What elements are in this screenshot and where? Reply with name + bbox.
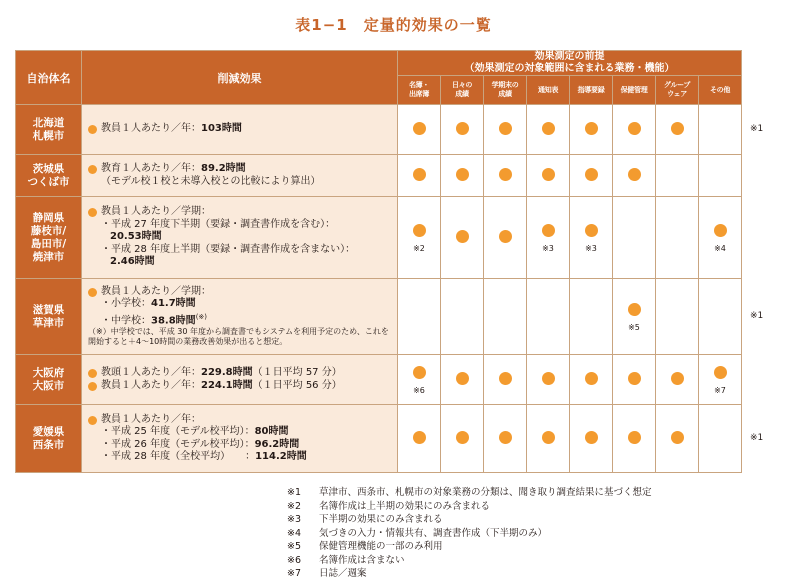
applicable-dot-icon xyxy=(413,224,426,237)
header-column-text: 名簿・ xyxy=(408,81,430,89)
applicable-dot-icon xyxy=(456,168,469,181)
applicable-dot-icon xyxy=(714,224,727,237)
header-column-text: その他 xyxy=(709,85,731,94)
bullet-icon xyxy=(88,382,97,391)
premise-cell xyxy=(398,105,441,155)
header-premise xyxy=(398,51,742,76)
header-column-5 xyxy=(613,76,656,105)
table-row xyxy=(16,197,742,279)
header-column-text: ウェア xyxy=(667,90,687,98)
applicable-dot-icon xyxy=(542,224,555,237)
municipality-name: 草津市 xyxy=(32,316,65,329)
effect-text xyxy=(101,219,335,232)
effect-text xyxy=(88,327,393,347)
cell-note: ※6 xyxy=(413,385,425,395)
cell-note: ※4 xyxy=(714,243,726,253)
premise-cell xyxy=(484,197,527,279)
premise-cell xyxy=(527,155,570,197)
effect-cell xyxy=(82,355,398,405)
cell-note: ※7 xyxy=(714,385,726,395)
effect-line xyxy=(88,231,393,244)
municipality-name: 茨城県 xyxy=(32,162,65,175)
cell-note: ※5 xyxy=(628,322,640,332)
header-column-text: 保健管理 xyxy=(620,85,648,94)
municipality-name: 大阪府 xyxy=(32,366,65,379)
effect-label: ・平成 28 年度上半期（要録・調査書作成を含まない）： xyxy=(101,243,356,255)
applicable-dot-icon xyxy=(499,230,512,243)
premise-cell xyxy=(613,155,656,197)
footnote-key: ※3 xyxy=(287,514,302,525)
premise-cell xyxy=(441,279,484,355)
effect-text xyxy=(101,414,201,427)
premise-cell xyxy=(570,405,613,473)
effect-text xyxy=(101,451,307,464)
premise-cell xyxy=(656,405,699,473)
bullet-icon xyxy=(88,288,97,297)
footnote-text: 下半期の効果にのみ含まれる xyxy=(319,514,443,525)
bullet-icon xyxy=(88,165,97,174)
footnote-item xyxy=(287,540,652,554)
header-municipality: 自治体名 xyxy=(16,51,82,105)
premise-cell xyxy=(398,405,441,473)
footnote-key: ※5 xyxy=(287,541,302,552)
premise-cell xyxy=(398,155,441,197)
effect-line xyxy=(88,298,393,311)
effect-line xyxy=(88,451,393,464)
table-row xyxy=(16,155,742,197)
footnote-item xyxy=(287,513,652,527)
municipality-cell xyxy=(16,405,82,473)
footnote-text: 日誌／週案 xyxy=(319,568,367,579)
premise-cell xyxy=(398,197,441,279)
effect-value: 114.2時間 xyxy=(255,451,307,462)
bullet-icon xyxy=(88,125,97,134)
premise-cell xyxy=(656,355,699,405)
premise-cell xyxy=(484,279,527,355)
effect-value: 96.2時間 xyxy=(254,438,300,450)
header-effect: 削減効果 xyxy=(82,51,398,105)
applicable-dot-icon xyxy=(413,431,426,444)
premise-cell xyxy=(527,279,570,355)
effect-text xyxy=(110,231,162,244)
bullet-icon xyxy=(88,416,97,425)
effect-line xyxy=(88,163,393,176)
effect-cell xyxy=(82,405,398,473)
premise-cell xyxy=(613,105,656,155)
premise-cell xyxy=(527,105,570,155)
cell-note: ※3 xyxy=(585,243,597,253)
premise-cell xyxy=(613,279,656,355)
effect-text xyxy=(110,256,155,269)
footnote-key: ※1 xyxy=(287,487,302,498)
applicable-dot-icon xyxy=(628,168,641,181)
municipality-cell xyxy=(16,355,82,405)
footnote-key: ※4 xyxy=(287,527,302,539)
effect-label: 教員１人あたり／年： xyxy=(101,413,201,425)
effect-label: （※）中学校では、平成 30 年度から調査書でもシステムを利用予定のため、これを開始すると＋4〜10時間の業務改善効果が出ると想定。 xyxy=(88,327,389,347)
header-column-text: 出席簿 xyxy=(408,90,430,98)
effect-text xyxy=(101,163,246,176)
effect-value: 229.8時間 xyxy=(201,367,253,378)
footnote-key: ※6 xyxy=(287,554,302,566)
effect-label: ・平成 28 年度（全校平均） ： xyxy=(101,451,256,462)
premise-cell xyxy=(570,279,613,355)
premise-cell xyxy=(699,279,742,355)
premise-cell xyxy=(484,105,527,155)
applicable-dot-icon xyxy=(542,372,555,385)
footnote-item xyxy=(287,567,652,581)
premise-cell xyxy=(613,197,656,279)
applicable-dot-icon xyxy=(499,431,512,444)
premise-cell xyxy=(527,197,570,279)
side-note: ※1 xyxy=(750,432,764,443)
effect-text xyxy=(101,311,207,328)
footnote-text: 気づきの入力・情報共有、調査書作成（下半期のみ） xyxy=(319,527,548,539)
effect-text xyxy=(101,206,211,219)
effect-value: 224.1時間 xyxy=(201,379,253,391)
effect-label: （モデル校１校と未導入校との比較により算出） xyxy=(101,175,321,187)
premise-cell xyxy=(570,197,613,279)
effect-label: 教頭１人あたり／年： xyxy=(101,367,201,378)
effect-line xyxy=(88,380,393,393)
applicable-dot-icon xyxy=(499,372,512,385)
effect-text xyxy=(101,367,342,380)
side-note: ※1 xyxy=(750,123,764,134)
header-column-1 xyxy=(441,76,484,105)
effect-label: （１日平均 57 分） xyxy=(252,367,342,378)
applicable-dot-icon xyxy=(499,168,512,181)
premise-cell xyxy=(441,405,484,473)
premise-cell xyxy=(398,355,441,405)
premise-cell xyxy=(613,405,656,473)
municipality-name: 札幌市 xyxy=(32,129,65,142)
effect-value: 2.46時間 xyxy=(110,256,155,268)
effect-line xyxy=(88,244,393,257)
applicable-dot-icon xyxy=(456,230,469,243)
effect-label: ・平成 26 年度（モデル校平均）： xyxy=(101,438,255,450)
header-column-text: 成績 xyxy=(498,90,512,98)
municipality-name: 静岡県 xyxy=(32,211,65,224)
applicable-dot-icon xyxy=(714,366,727,379)
header-column-text: 指導要録 xyxy=(577,85,605,94)
header-premise-line1: 効果測定の前提 xyxy=(534,51,605,62)
table-row xyxy=(16,405,742,473)
municipality-cell xyxy=(16,155,82,197)
applicable-dot-icon xyxy=(671,372,684,385)
applicable-dot-icon xyxy=(499,122,512,135)
header-column-6 xyxy=(656,76,699,105)
header-column-7 xyxy=(699,76,742,105)
header-column-text: 日々の xyxy=(451,81,473,89)
effect-cell xyxy=(82,197,398,279)
table-row xyxy=(16,279,742,355)
premise-cell xyxy=(484,355,527,405)
premise-cell xyxy=(699,155,742,197)
effect-text xyxy=(101,439,299,452)
table-row xyxy=(16,355,742,405)
header-column-text: グループ xyxy=(663,81,691,89)
premise-cell xyxy=(656,279,699,355)
effect-text xyxy=(101,286,211,299)
premise-cell xyxy=(398,279,441,355)
footnote-text: 草津市、西条市、札幌市の対象業務の分類は、聞き取り調査結果に基づく想定 xyxy=(319,487,652,498)
table-row xyxy=(16,105,742,155)
bullet-icon xyxy=(88,369,97,378)
effect-value: 80時間 xyxy=(254,426,289,437)
municipality-name: 西条市 xyxy=(32,438,65,451)
effect-line xyxy=(88,327,393,347)
premise-cell xyxy=(527,405,570,473)
effect-line xyxy=(88,426,393,439)
premise-cell xyxy=(656,155,699,197)
effect-cell xyxy=(82,155,398,197)
effect-text xyxy=(101,123,242,136)
effect-text xyxy=(101,298,196,311)
effect-label: 教員１人あたり／学期： xyxy=(101,206,211,218)
premise-cell xyxy=(699,197,742,279)
effect-line xyxy=(88,219,393,232)
applicable-dot-icon xyxy=(585,431,598,444)
premise-cell xyxy=(484,155,527,197)
effect-text xyxy=(101,244,355,257)
effect-line xyxy=(88,367,393,380)
effect-text xyxy=(101,176,321,189)
effect-value: 38.8時間 xyxy=(151,314,196,326)
applicable-dot-icon xyxy=(585,122,598,135)
effect-line xyxy=(88,256,393,269)
effect-text xyxy=(101,426,289,439)
effect-label: ・中学校： xyxy=(101,314,151,326)
effect-label: ・平成 25 年度（モデル校平均）： xyxy=(101,426,255,437)
premise-cell xyxy=(699,355,742,405)
applicable-dot-icon xyxy=(456,122,469,135)
header-column-3 xyxy=(527,76,570,105)
premise-cell xyxy=(570,155,613,197)
effect-line xyxy=(88,439,393,452)
premise-cell xyxy=(527,355,570,405)
municipality-name: 北海道 xyxy=(32,116,65,129)
premise-cell xyxy=(699,405,742,473)
footnote-key: ※2 xyxy=(287,500,302,512)
footnote-text: 名簿作成は上半期の効果にのみ含まれる xyxy=(319,500,491,512)
header-column-text: 学期末の xyxy=(491,81,519,89)
municipality-cell xyxy=(16,105,82,155)
side-note: ※1 xyxy=(750,310,764,321)
municipality-name: つくば市 xyxy=(27,175,70,188)
footnote-item xyxy=(287,500,652,514)
effect-label: ・平成 27 年度下半期（要録・調査書作成を含む）： xyxy=(101,218,336,230)
bullet-icon xyxy=(88,208,97,217)
header-column-text: 通知表 xyxy=(537,85,559,94)
effect-label: (※) xyxy=(195,312,208,321)
effect-value: 20.53時間 xyxy=(110,231,162,243)
effect-line xyxy=(88,176,393,189)
applicable-dot-icon xyxy=(542,168,555,181)
header-column-4 xyxy=(570,76,613,105)
footnote-key: ※7 xyxy=(287,568,302,579)
municipality-name: 焼津市 xyxy=(32,250,65,263)
effect-text xyxy=(101,380,342,393)
premise-cell xyxy=(656,197,699,279)
applicable-dot-icon xyxy=(585,372,598,385)
effects-table xyxy=(15,50,742,473)
municipality-name: 滋賀県 xyxy=(32,303,65,316)
municipality-cell xyxy=(16,279,82,355)
applicable-dot-icon xyxy=(585,168,598,181)
header-premise-line2: （効果測定の対象範囲に含まれる業務・機能） xyxy=(464,63,675,74)
cell-note: ※3 xyxy=(542,243,554,253)
applicable-dot-icon xyxy=(671,431,684,444)
effect-label: 教育１人あたり／年： xyxy=(101,163,201,174)
effect-cell xyxy=(82,105,398,155)
header-column-2 xyxy=(484,76,527,105)
effect-line xyxy=(88,311,393,328)
footnote-item xyxy=(287,554,652,568)
effect-line xyxy=(88,414,393,427)
premise-cell xyxy=(441,155,484,197)
effect-value: 89.2時間 xyxy=(201,163,246,174)
applicable-dot-icon xyxy=(542,431,555,444)
premise-cell xyxy=(484,405,527,473)
footnotes xyxy=(287,486,652,581)
applicable-dot-icon xyxy=(542,122,555,135)
page-title: 表1−1 定量的効果の一覧 xyxy=(295,16,492,34)
footnote-item xyxy=(287,527,652,541)
applicable-dot-icon xyxy=(413,122,426,135)
municipality-name: 愛媛県 xyxy=(32,425,65,438)
municipality-cell xyxy=(16,197,82,279)
premise-cell xyxy=(570,355,613,405)
applicable-dot-icon xyxy=(671,122,684,135)
premise-cell xyxy=(656,105,699,155)
municipality-name: 大阪市 xyxy=(32,379,65,392)
effect-label: ・小学校： xyxy=(101,298,151,310)
effect-cell xyxy=(82,279,398,355)
effect-label: 教員１人あたり／年： xyxy=(101,379,201,391)
effect-value: 103時間 xyxy=(201,123,242,135)
premise-cell xyxy=(570,105,613,155)
footnote-text: 保健管理機能の一部のみ利用 xyxy=(319,541,443,552)
footnote-text: 名簿作成は含まない xyxy=(319,554,405,566)
premise-cell xyxy=(441,355,484,405)
effect-line xyxy=(88,206,393,219)
effect-label: （１日平均 56 分） xyxy=(252,379,342,391)
municipality-name: 藤枝市/ xyxy=(30,224,67,237)
premise-cell xyxy=(441,105,484,155)
applicable-dot-icon xyxy=(628,431,641,444)
effect-line xyxy=(88,123,393,136)
applicable-dot-icon xyxy=(413,366,426,379)
applicable-dot-icon xyxy=(628,372,641,385)
premise-cell xyxy=(699,105,742,155)
applicable-dot-icon xyxy=(456,431,469,444)
footnote-item xyxy=(287,486,652,500)
header-column-text: 成績 xyxy=(455,90,469,98)
effect-label: 教員１人あたり／年： xyxy=(101,123,201,135)
cell-note: ※2 xyxy=(413,243,425,253)
applicable-dot-icon xyxy=(413,168,426,181)
effect-line xyxy=(88,286,393,299)
table-body xyxy=(16,105,742,473)
applicable-dot-icon xyxy=(628,303,641,316)
applicable-dot-icon xyxy=(628,122,641,135)
applicable-dot-icon xyxy=(456,372,469,385)
effect-label: 教員１人あたり／学期： xyxy=(101,285,211,297)
applicable-dot-icon xyxy=(585,224,598,237)
header-column-0 xyxy=(398,76,441,105)
municipality-name: 島田市/ xyxy=(30,237,67,250)
effect-value: 41.7時間 xyxy=(151,298,196,310)
premise-cell xyxy=(613,355,656,405)
premise-cell xyxy=(441,197,484,279)
